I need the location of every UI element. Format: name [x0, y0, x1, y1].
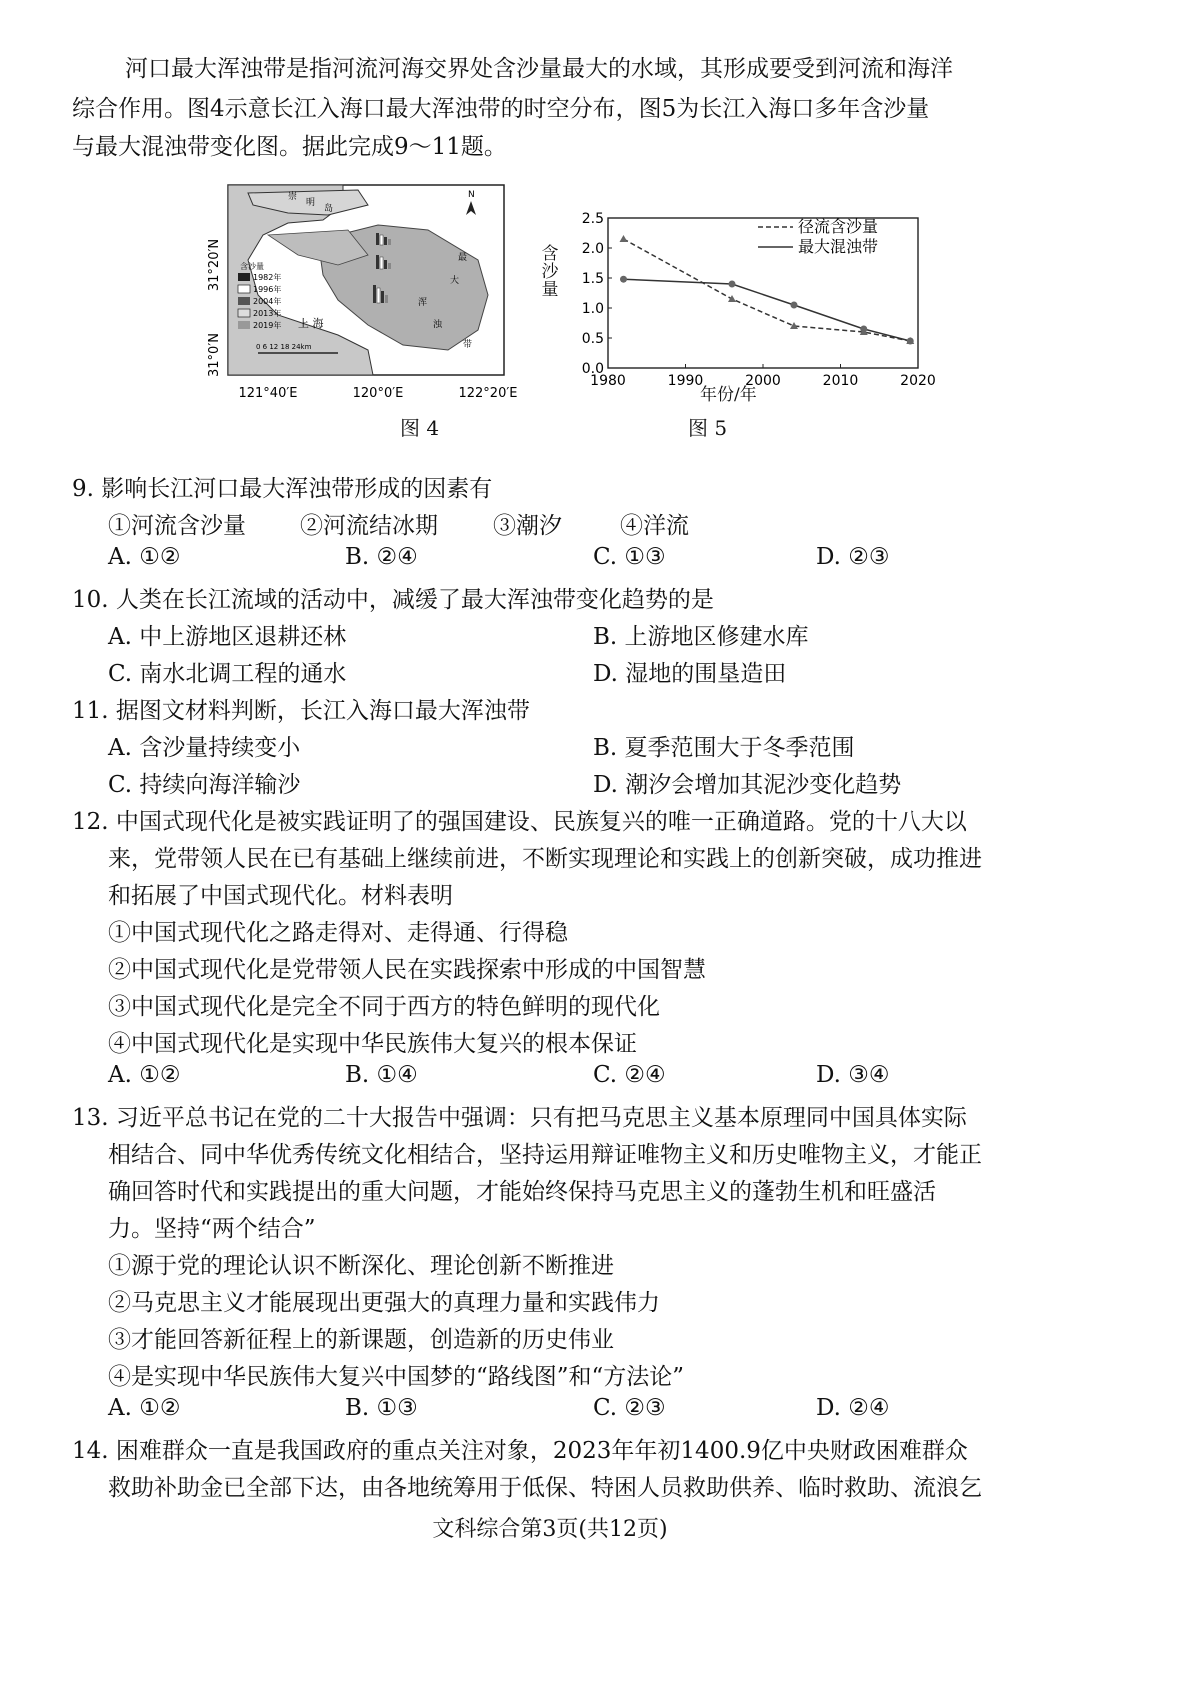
option-c: C. 持续向海洋输沙 [108, 772, 301, 798]
statement: ③才能回答新征程上的新课题，创造新的历史伟业 [108, 1327, 614, 1353]
svg-text:2004年: 2004年 [253, 297, 282, 306]
svg-text:2019年: 2019年 [253, 321, 282, 330]
y-tick-label: 1.5 [581, 271, 604, 287]
x-tick-label: 2010 [822, 373, 859, 389]
question-stem: 13. 习近平总书记在党的二十大报告中强调：只有把马克思主义基本原理同中国具体实际 [72, 1105, 967, 1131]
estuary-map [207, 185, 544, 425]
statement: ④是实现中华民族伟大复兴中国梦的“路线图”和“方法论” [108, 1364, 685, 1390]
legend-label: 径流含沙量 [798, 217, 879, 236]
question-stem: 和拓展了中国式现代化。材料表明 [108, 883, 453, 909]
question-stem: 来，党带领人民在已有基础上继续前进，不断实现理论和实践上的创新突破，成功推进 [108, 846, 982, 872]
figure-4-caption: 图 4 [400, 416, 440, 440]
svg-text:1982年: 1982年 [253, 273, 282, 282]
svg-text:含沙量: 含沙量 [240, 262, 264, 271]
option-c: C. 南水北调工程的通水 [108, 661, 347, 687]
statement: ②马克思主义才能展现出更强大的真理力量和实践伟力 [108, 1290, 660, 1316]
option-c: C. ②③ [593, 1395, 666, 1421]
figure-5-chart [578, 210, 1008, 450]
y-tick-label: 2.0 [581, 241, 604, 257]
option-d: D. ③④ [816, 1062, 890, 1088]
option-a: A. 中上游地区退耕还林 [108, 624, 347, 650]
option-d: D. 潮汐会增加其泥沙变化趋势 [593, 772, 902, 798]
lon-label: 122°20′E [458, 386, 518, 401]
statement: ①中国式现代化之路走得对、走得通、行得稳 [108, 920, 568, 946]
data-point [907, 338, 914, 345]
place-label: 崇 [288, 192, 298, 202]
option-b: B. 夏季范围大于冬季范围 [593, 735, 855, 761]
y-tick-label: 2.5 [581, 211, 604, 227]
statement: ③中国式现代化是完全不同于西方的特色鲜明的现代化 [108, 994, 660, 1020]
lat-label: 31°0′N [207, 333, 222, 377]
statement: ②河流结冰期 [300, 513, 438, 539]
sediment-line-chart [578, 210, 1008, 410]
option-a: A. ①② [108, 1062, 181, 1088]
data-point [620, 235, 628, 242]
statement: ①河流含沙量 [108, 513, 246, 539]
data-point [729, 281, 736, 288]
place-label: 明 [306, 198, 316, 208]
question-stem: 12. 中国式现代化是被实践证明了的强国建设、民族复兴的唯一正确道路。党的十八大以 [72, 809, 967, 835]
statement: ②中国式现代化是党带领人民在实践探索中形成的中国智慧 [108, 957, 706, 983]
place-label: 岛 [324, 204, 334, 214]
question-stem: 相结合、同中华优秀传统文化相结合，坚持运用辩证唯物主义和历史唯物主义，才能正 [108, 1142, 982, 1168]
option-a: A. ①② [108, 544, 181, 570]
svg-text:N: N [468, 190, 475, 200]
data-point [791, 302, 798, 309]
question-stem: 救助补助金已全部下达，由各地统筹用于低保、特困人员救助供养、临时救助、流浪乞 [108, 1475, 982, 1501]
data-point [728, 295, 736, 302]
x-tick-label: 1980 [590, 373, 626, 389]
question-stem: 确回答时代和实践提出的重大问题，才能始终保持马克思主义的蓬勃生机和旺盛活 [108, 1179, 936, 1205]
svg-text:2013年: 2013年 [253, 309, 282, 318]
y-tick-label: 0.5 [581, 331, 604, 347]
figure-5-caption: 图 5 [688, 416, 728, 440]
place-label: 浊 [433, 320, 443, 330]
place-label: 带 [463, 340, 473, 350]
place-label: 最 [458, 253, 468, 263]
series-line-2 [624, 279, 911, 341]
option-d: D. 湿地的围垦造田 [593, 661, 787, 687]
page-footer: 文科综合第3页(共12页) [432, 1517, 668, 1542]
legend-label: 最大混浊带 [798, 237, 879, 256]
y-tick-label: 0.0 [581, 361, 604, 377]
statement: ③潮汐 [493, 513, 562, 539]
intro-line: 与最大混浊带变化图。据此完成9～11题。 [72, 134, 507, 160]
question-stem: 14. 困难群众一直是我国政府的重点关注对象，2023年年初1400.9亿中央财政困难群众 [72, 1438, 968, 1464]
x-tick-label: 2000 [745, 373, 781, 389]
data-point [860, 326, 867, 333]
option-b: B. ②④ [345, 544, 418, 570]
intro-line: 综合作用。图4示意长江入海口最大浑浊带的时空分布，图5为长江入海口多年含沙量 [72, 96, 930, 122]
statement: ④中国式现代化是实现中华民族伟大复兴的根本保证 [108, 1031, 637, 1057]
place-label: 浑 [418, 298, 428, 308]
place-label: 大 [450, 276, 460, 286]
option-d: D. ②③ [816, 544, 890, 570]
statement: ④洋流 [620, 513, 689, 539]
option-b: B. ①③ [345, 1395, 418, 1421]
chart-x-label: 年份/年 [700, 385, 757, 405]
option-c: C. ②④ [593, 1062, 666, 1088]
option-b: B. ①④ [345, 1062, 418, 1088]
option-b: B. 上游地区修建水库 [593, 624, 809, 650]
lon-label: 120°0′E [352, 386, 404, 401]
question-stem: 力。坚持“两个结合” [108, 1216, 316, 1242]
lat-label: 31°20′N [207, 238, 222, 292]
option-d: D. ②④ [816, 1395, 890, 1421]
y-tick-label: 1.0 [581, 301, 604, 317]
intro-line: 河口最大浑浊带是指河流河海交界处含沙量最大的水域，其形成要受到河流和海洋 [125, 56, 953, 82]
svg-text:1996年: 1996年 [253, 285, 282, 294]
option-a: A. 含沙量持续变小 [108, 735, 301, 761]
chart-y-label: 含沙量 [541, 244, 559, 300]
question-stem: 10. 人类在长江流域的活动中，减缓了最大浑浊带变化趋势的是 [72, 587, 714, 613]
figure-4-map [207, 185, 544, 425]
data-point [620, 276, 627, 283]
lon-label: 121°40′E [238, 386, 298, 401]
statement: ①源于党的理论认识不断深化、理论创新不断推进 [108, 1253, 614, 1279]
place-label: 上 海 [298, 317, 324, 330]
question-stem: 9. 影响长江河口最大浑浊带形成的因素有 [72, 476, 493, 502]
option-c: C. ①③ [593, 544, 666, 570]
option-a: A. ①② [108, 1395, 181, 1421]
x-tick-label: 2020 [900, 373, 936, 389]
x-tick-label: 1990 [667, 373, 704, 389]
svg-text:0 6 12 18 24km: 0 6 12 18 24km [256, 343, 312, 351]
question-stem: 11. 据图文材料判断，长江入海口最大浑浊带 [72, 698, 530, 724]
